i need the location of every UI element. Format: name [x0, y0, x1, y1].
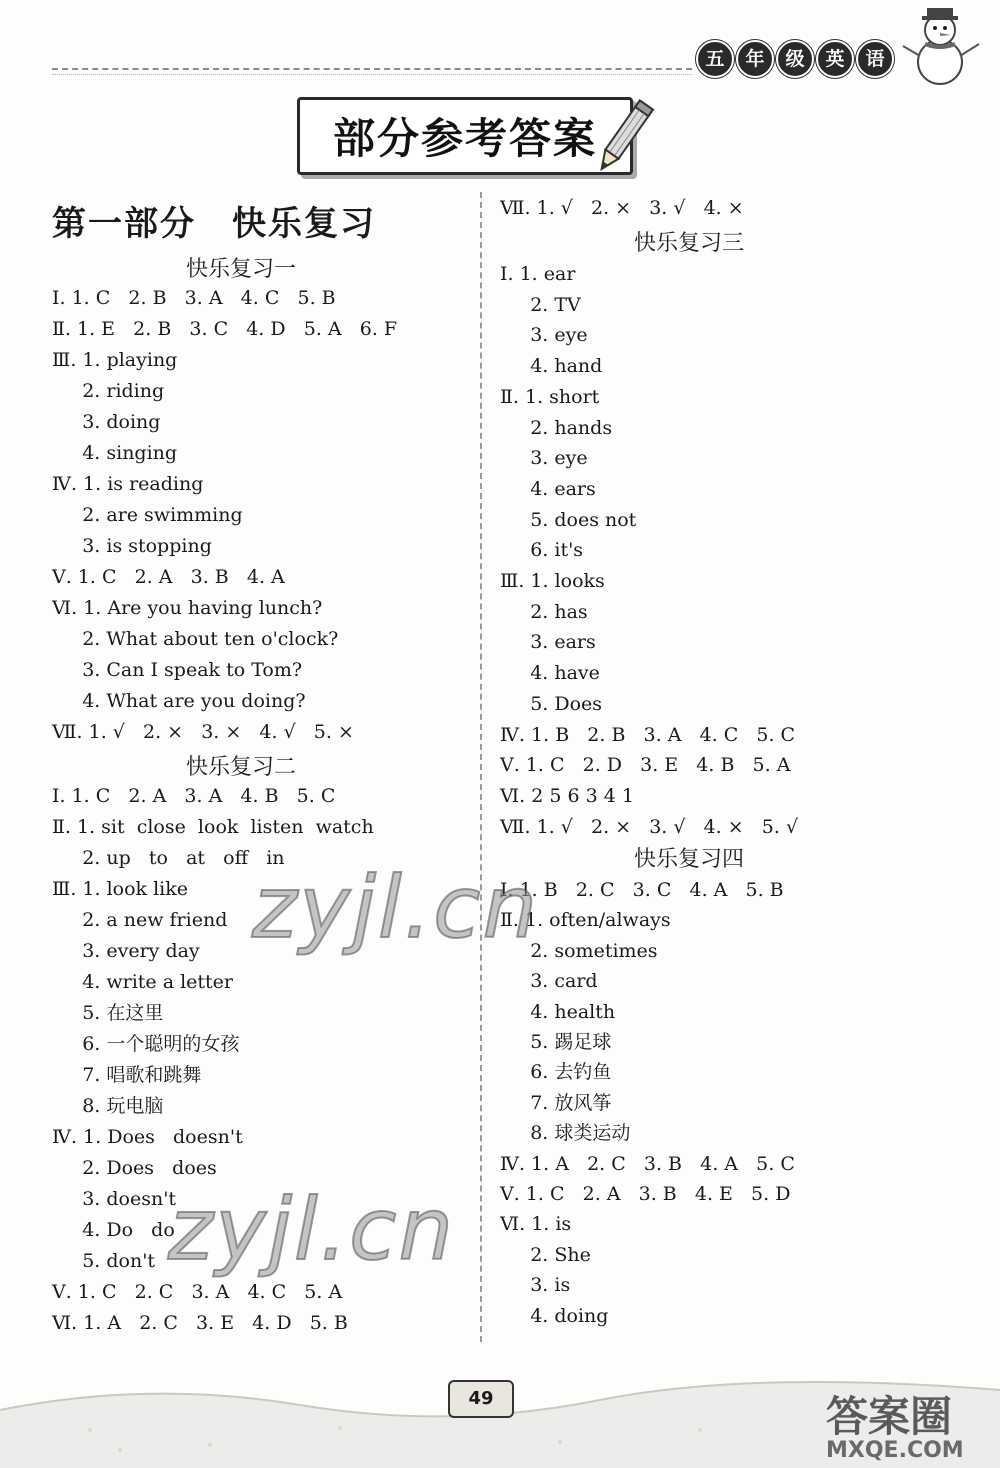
- grade-char: 五: [696, 40, 734, 78]
- answer-line: 3. doing: [52, 411, 161, 433]
- answer-line: Ⅰ. 1. B 2. C 3. C 4. A 5. B: [500, 879, 784, 901]
- header-rule: [52, 68, 692, 70]
- answer-line: Ⅲ. 1. look like: [52, 878, 188, 900]
- answer-line: 4. write a letter: [52, 971, 233, 993]
- grade-char: 语: [856, 40, 894, 78]
- answer-line: Ⅲ. 1. looks: [500, 570, 605, 592]
- answer-line: 2. sometimes: [500, 939, 658, 962]
- answer-line: 7. 唱歌和跳舞: [52, 1064, 202, 1086]
- page-title: 部分参考答案: [332, 114, 597, 163]
- answer-line: 3. doesn't: [52, 1188, 177, 1210]
- page-number: 49: [448, 1380, 514, 1418]
- pencil-icon: [592, 94, 656, 180]
- answer-line: Ⅴ. 1. C 2. C 3. A 4. C 5. A: [52, 1281, 343, 1303]
- answer-line: Ⅳ. 1. B 2. B 3. A 4. C 5. C: [500, 723, 796, 746]
- answer-line: Ⅴ. 1. C 2. D 3. E 4. B 5. A: [500, 754, 791, 777]
- answer-line: Ⅳ. 1. A 2. C 3. B 4. A 5. C: [500, 1152, 795, 1175]
- answer-line: Ⅳ. 1. is reading: [52, 473, 204, 495]
- answer-line: Ⅲ. 1. playing: [52, 349, 178, 371]
- answer-line: 4. ears: [500, 477, 596, 500]
- answer-line: Ⅳ. 1. Does doesn't: [52, 1126, 243, 1148]
- answer-line: Ⅵ. 1. is: [500, 1213, 572, 1236]
- answer-line: 3. Can I speak to Tom?: [52, 659, 303, 681]
- answer-line: 4. hand: [500, 355, 603, 378]
- grade-char: 英: [816, 40, 854, 78]
- answer-line: Ⅴ. 1. C 2. A 3. B 4. A: [52, 566, 285, 588]
- answer-line: 4. health: [500, 1000, 616, 1023]
- answer-line: 3. eye: [500, 447, 588, 470]
- answer-line: 7. 放风筝: [500, 1091, 612, 1114]
- answer-line: 2. a new friend: [52, 909, 228, 931]
- answer-line: 6. 一个聪明的女孩: [52, 1033, 240, 1055]
- snowman-icon: [895, 0, 985, 90]
- watermark: zyjl.cn: [252, 858, 539, 958]
- grade-badge: [696, 40, 894, 78]
- answer-line: 2. up to at off in: [52, 847, 285, 869]
- header-rule-secondary: [52, 74, 692, 75]
- answer-line: Ⅶ. 1. √ 2. × 3. × 4. √ 5. ×: [52, 721, 354, 743]
- answer-line: Ⅱ. 1. sit close look listen watch: [52, 816, 374, 838]
- answer-line: 5. does not: [500, 508, 637, 531]
- answer-line: 8. 玩电脑: [52, 1095, 164, 1117]
- watermark: zyjl.cn: [168, 1180, 455, 1280]
- answer-line: 3. is: [500, 1274, 571, 1297]
- answer-line: 5. 踢足球: [500, 1031, 612, 1053]
- answer-line: 5. Does: [500, 692, 603, 715]
- grade-char: 级: [776, 40, 814, 78]
- grade-char: 年: [736, 40, 774, 78]
- column-divider: [480, 192, 482, 1342]
- answer-line: Ⅴ. 1. C 2. A 3. B 4. E 5. D: [500, 1183, 791, 1205]
- section-title: 快乐复习三: [634, 231, 745, 256]
- answer-line: Ⅶ. 1. √ 2. × 3. √ 4. ×: [500, 197, 744, 219]
- answer-line: Ⅱ. 1. short: [500, 385, 600, 408]
- answer-line: Ⅰ. 1. C 2. A 3. A 4. B 5. C: [52, 785, 336, 807]
- answer-line: 6. 去钓鱼: [500, 1061, 612, 1084]
- part-title: 第一部分 快乐复习: [52, 204, 376, 244]
- corner-brand: 答案圈: [826, 1392, 953, 1441]
- section-title: 快乐复习一: [186, 257, 297, 282]
- answer-line: 4. Do do: [52, 1219, 175, 1241]
- answer-line: 4. have: [500, 662, 600, 685]
- answer-line: 3. eye: [500, 324, 588, 347]
- section-title: 快乐复习四: [634, 847, 745, 872]
- answer-line: 3. card: [500, 970, 598, 993]
- answer-line: 8. 球类运动: [500, 1122, 631, 1145]
- answer-line: 5. don't: [52, 1250, 156, 1272]
- answer-line: Ⅵ. 1. Are you having lunch?: [52, 597, 323, 619]
- answer-line: 3. ears: [500, 631, 596, 654]
- answer-line: 3. is stopping: [52, 535, 212, 557]
- answer-line: Ⅱ. 1. E 2. B 3. C 4. D 5. A 6. F: [52, 318, 398, 340]
- answer-line: 2. has: [500, 600, 588, 623]
- answer-line: 2. are swimming: [52, 504, 243, 526]
- answer-line: Ⅰ. 1. C 2. B 3. A 4. C 5. B: [52, 287, 336, 309]
- answer-line: Ⅱ. 1. often/always: [500, 909, 671, 932]
- answer-line: 2. hands: [500, 416, 613, 439]
- answer-line: 4. What are you doing?: [52, 690, 306, 712]
- answer-line: 4. doing: [500, 1304, 609, 1327]
- answer-line: 2. riding: [52, 380, 165, 402]
- answer-line: Ⅵ. 1. A 2. C 3. E 4. D 5. B: [52, 1312, 348, 1334]
- answer-line: 5. 在这里: [52, 1002, 164, 1024]
- answer-line: 3. every day: [52, 940, 200, 962]
- answer-line: Ⅵ. 2 5 6 3 4 1: [500, 784, 634, 807]
- section-title: 快乐复习二: [186, 755, 297, 780]
- corner-url: MXQE.COM: [826, 1438, 964, 1463]
- answer-line: Ⅰ. 1. ear: [500, 263, 576, 285]
- answer-line: 2. She: [500, 1243, 591, 1266]
- answer-line: 2. What about ten o'clock?: [52, 628, 339, 650]
- answer-line: 2. TV: [500, 293, 581, 316]
- answer-line: 6. it's: [500, 539, 584, 562]
- title-box: [297, 97, 633, 175]
- answer-line: 4. singing: [52, 442, 178, 464]
- answer-line: Ⅶ. 1. √ 2. × 3. √ 4. × 5. √: [500, 815, 799, 838]
- answer-line: 2. Does does: [52, 1157, 217, 1179]
